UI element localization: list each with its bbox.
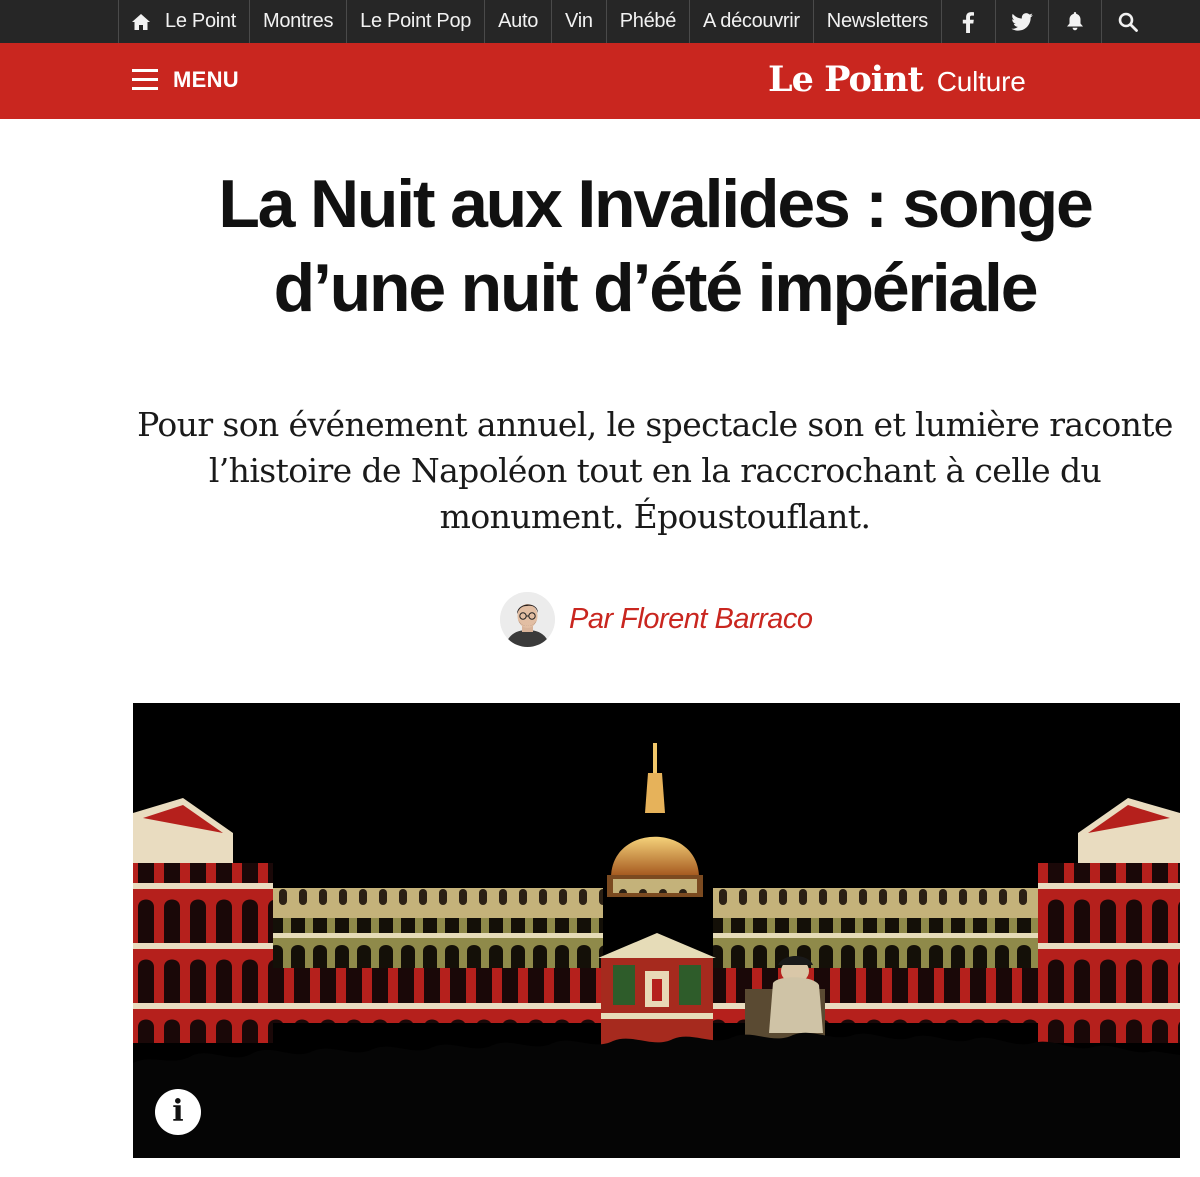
- nav-item-le-point[interactable]: [118, 0, 249, 43]
- nav-item-montres[interactable]: [249, 0, 346, 43]
- nav-item-label: Montres: [263, 10, 334, 32]
- nav-item-label: Le Point: [165, 10, 236, 32]
- nav-item-le-point-pop[interactable]: [346, 0, 484, 43]
- brand-logo-link[interactable]: [768, 59, 1026, 100]
- nav-item-label: Auto: [498, 10, 539, 32]
- search-icon: [1118, 12, 1138, 32]
- nav-item-auto[interactable]: [484, 0, 551, 43]
- menu-button[interactable]: [132, 67, 239, 93]
- menu-label: MENU: [173, 67, 239, 92]
- hamburger-icon: [132, 68, 158, 92]
- top-nav-items: [118, 0, 1154, 43]
- info-icon: i: [172, 1094, 184, 1129]
- search-button[interactable]: [1101, 0, 1154, 43]
- author-byline[interactable]: [500, 592, 813, 647]
- brand-logo: Le Point: [768, 59, 923, 100]
- article-lede: Pour son événement annuel, le spectacle son et lumière raconte l’histoire de Napoléon tout en la raccrochant à celle du monument. Époustouflant.: [137, 405, 1173, 536]
- author-portrait-icon: [500, 592, 555, 647]
- invalides-light-show-image: [133, 703, 1180, 1158]
- bell-icon: [1067, 12, 1083, 31]
- image-info-button[interactable]: [155, 1089, 201, 1135]
- nav-item-phebe[interactable]: [606, 0, 689, 43]
- twitter-link[interactable]: [995, 0, 1048, 43]
- facebook-icon: [961, 11, 975, 33]
- nav-item-label: A découvrir: [703, 10, 800, 32]
- nav-item-label: Phébé: [619, 10, 677, 32]
- section-header: [0, 43, 1200, 119]
- nav-item-newsletters[interactable]: [813, 0, 941, 43]
- article-title: La Nuit aux Invalides : songe d’une nuit d’été impériale: [218, 166, 1092, 326]
- home-icon: [131, 12, 151, 32]
- nav-item-label: Le Point Pop: [360, 10, 472, 32]
- nav-item-label: Vin: [565, 10, 593, 32]
- twitter-icon: [1011, 13, 1033, 31]
- hero-image: [133, 703, 1180, 1158]
- notifications-link[interactable]: [1048, 0, 1101, 43]
- top-nav: [0, 0, 1200, 43]
- nav-item-a-decouvrir[interactable]: [689, 0, 813, 43]
- avatar: [500, 592, 555, 647]
- author-name: Par Florent Barraco: [569, 603, 813, 635]
- section-name: Culture: [936, 66, 1026, 97]
- nav-item-label: Newsletters: [826, 10, 928, 32]
- facebook-link[interactable]: [941, 0, 995, 43]
- nav-item-vin[interactable]: [551, 0, 606, 43]
